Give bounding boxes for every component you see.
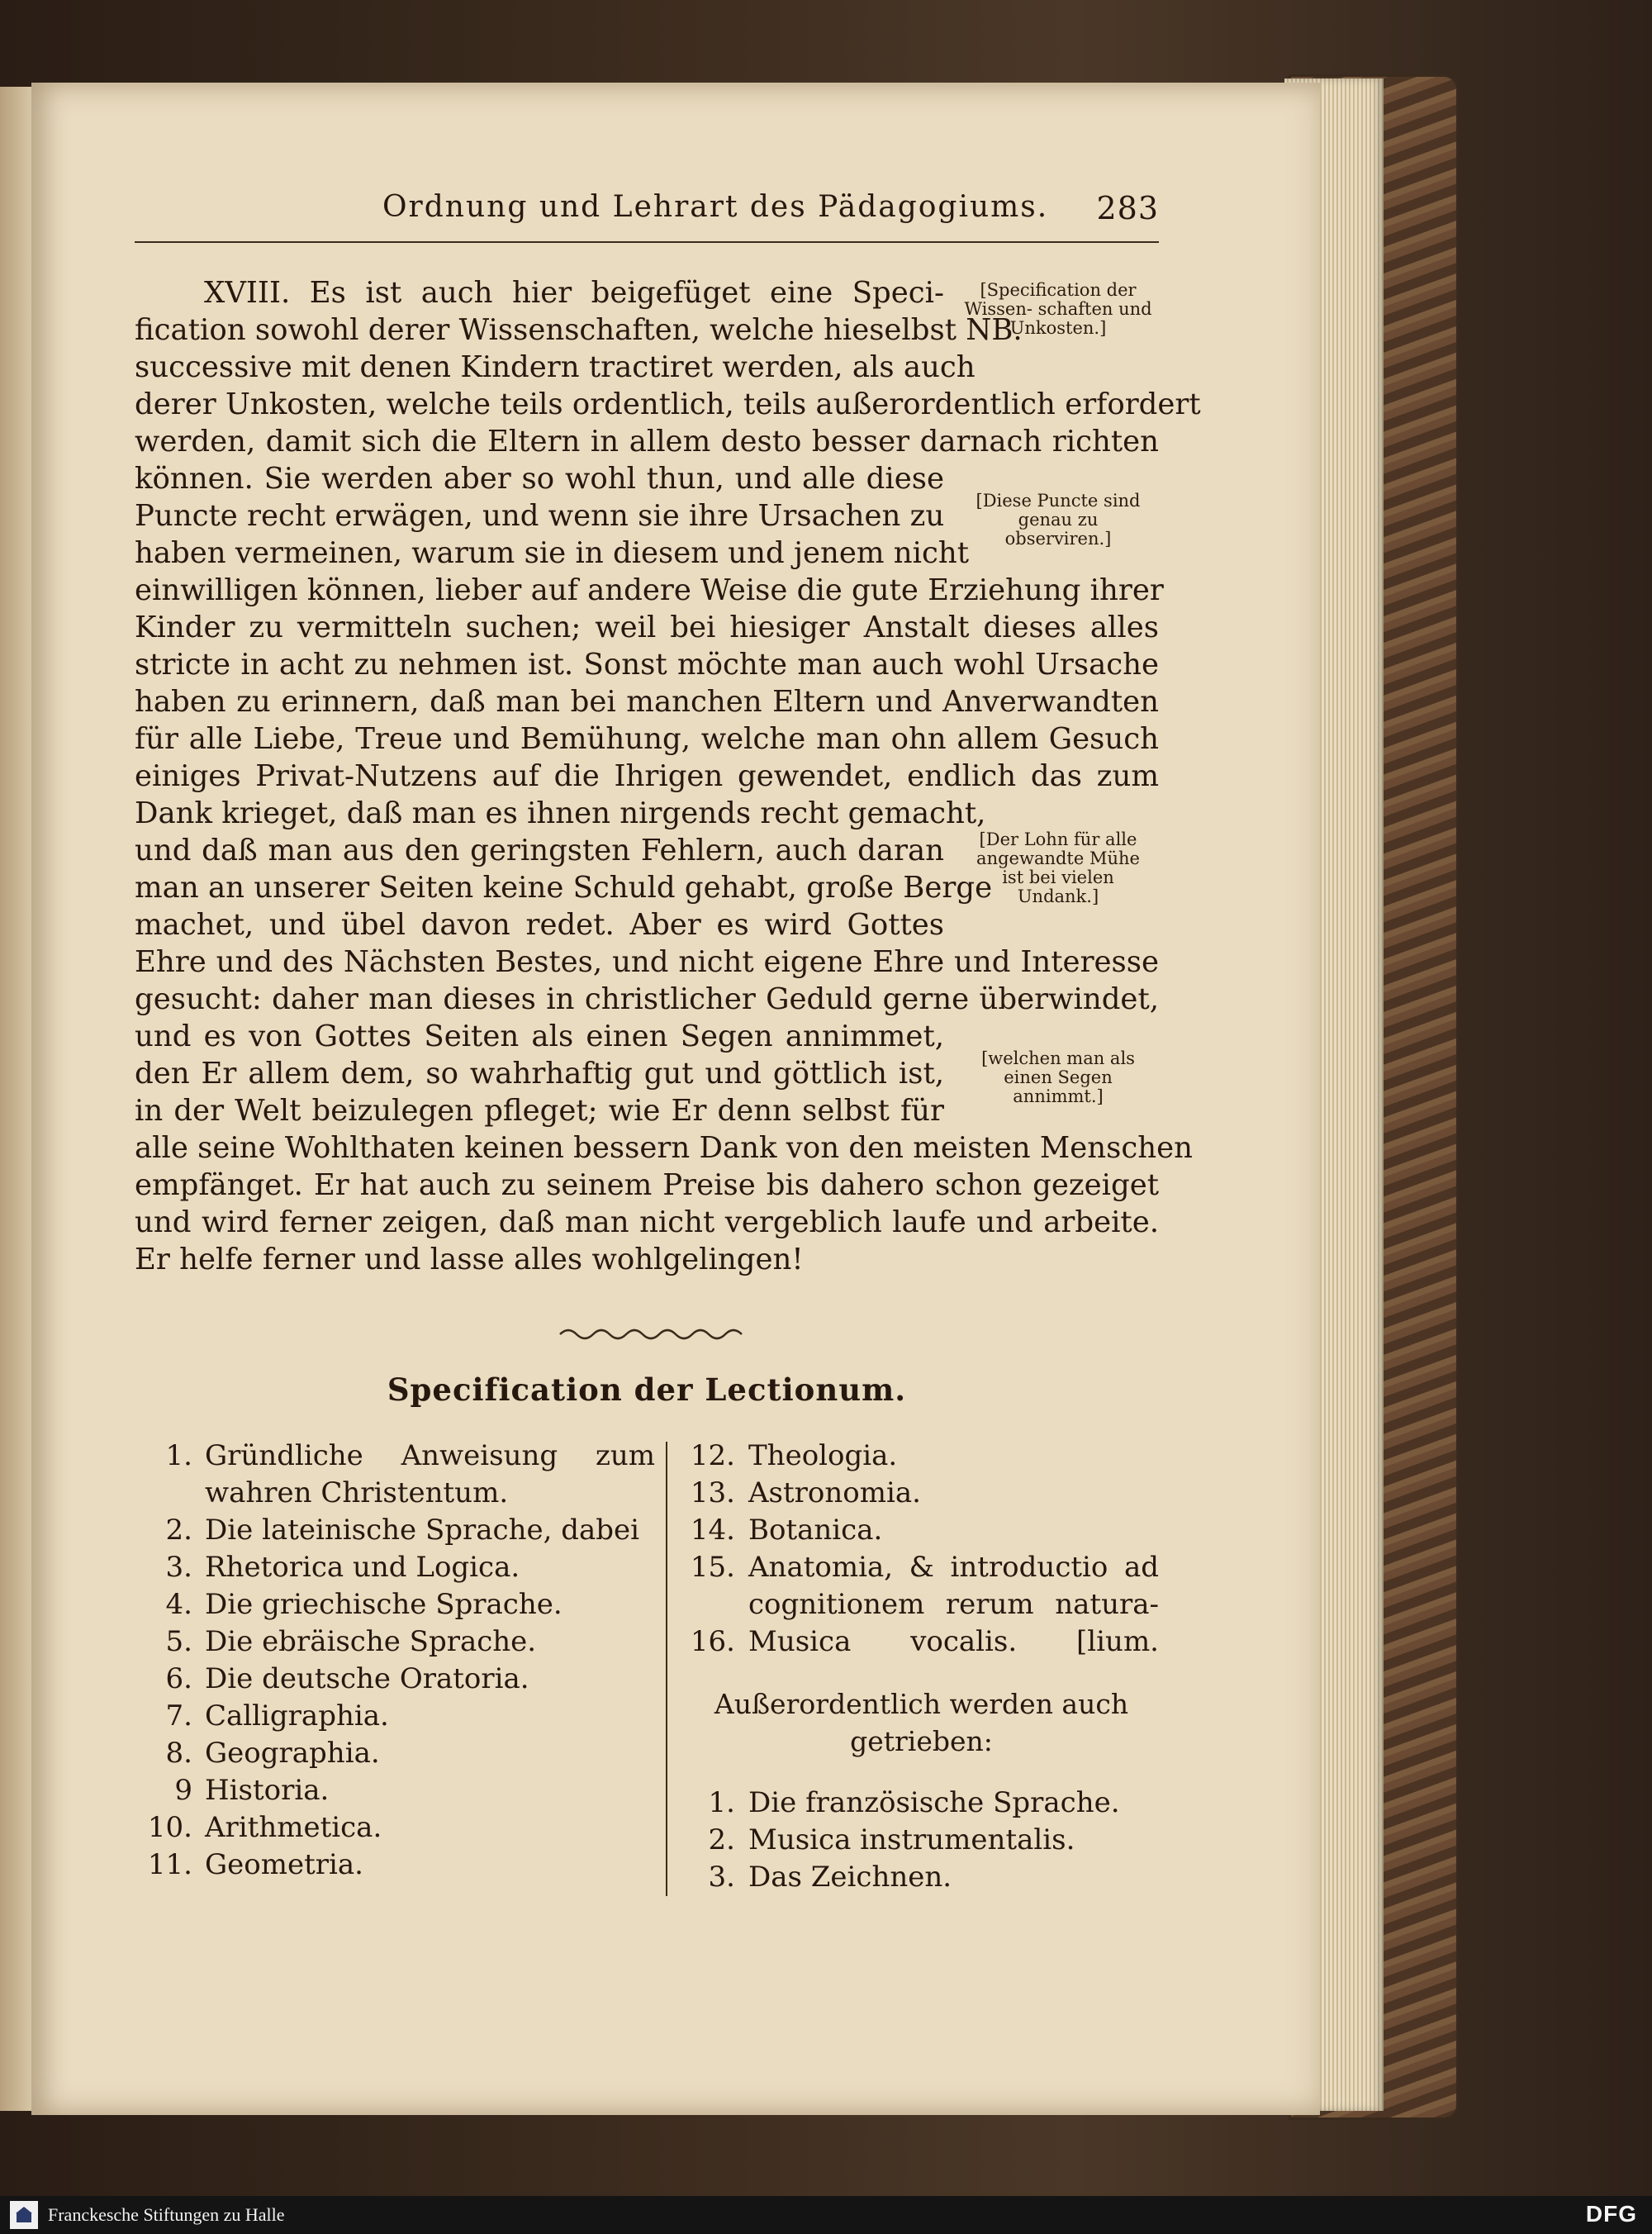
building-icon xyxy=(14,2205,34,2225)
lesson-text: Gründliche Anweisung zum xyxy=(205,1439,655,1472)
institution-logo-icon[interactable] xyxy=(10,2201,38,2229)
lesson-item xyxy=(135,1438,655,1475)
lesson-item xyxy=(135,1586,655,1623)
lesson-item xyxy=(135,1475,655,1512)
body-line: machet, und übel davon redet. Aber es wird Gottes xyxy=(135,908,944,942)
lessons-table xyxy=(135,1438,1159,1900)
body-line: einwilligen können, lieber auf andere Weise die gute Erziehung ihrer xyxy=(135,573,1164,607)
page-content xyxy=(31,83,1320,2115)
lesson-number: 14. xyxy=(690,1514,735,1547)
margin-note: [Der Lohn für alle angewandte Mühe ist bei vielen Undank.] xyxy=(976,829,1140,906)
dfg-logo[interactable]: DFG xyxy=(1585,2201,1637,2227)
body-line: successive mit denen Kindern tractiret werden, als auch xyxy=(135,350,976,384)
body-line: für alle Liebe, Treue und Bemühung, welche man ohn allem Gesuch xyxy=(135,722,1159,756)
body-line: den Er allem dem, so wahrhaftig gut und göttlich ist, xyxy=(135,1057,944,1091)
margin-note: [Specification der Wissen- schaften und Unkosten.] xyxy=(964,280,1152,338)
page-number: 283 xyxy=(1096,190,1159,226)
lesson-text: cognitionem rerum natura- xyxy=(748,1588,1159,1621)
lesson-item xyxy=(684,1475,1159,1512)
lesson-item xyxy=(135,1809,655,1847)
lesson-item xyxy=(135,1735,655,1772)
lesson-number: 3. xyxy=(708,1861,735,1894)
lesson-text: Arithmetica. xyxy=(205,1811,382,1844)
extra-lesson-item xyxy=(684,1822,1159,1859)
lesson-item xyxy=(135,1549,655,1586)
body-text xyxy=(135,274,1201,1278)
lesson-number: 4. xyxy=(165,1588,192,1621)
body-line: man an unserer Seiten keine Schuld gehabt, große Berge xyxy=(135,871,993,905)
body-line: haben zu erinnern, daß man bei manchen Eltern und Anverwandten xyxy=(135,685,1159,719)
lesson-text: Die ebräische Sprache. xyxy=(205,1625,537,1658)
body-line: XVIII. Es ist auch hier beigefüget eine Speci- xyxy=(204,276,944,310)
lesson-item xyxy=(684,1623,1159,1661)
lessons-left-column xyxy=(135,1438,655,1884)
lesson-item xyxy=(135,1698,655,1735)
body-line: Er helfe ferner und lasse alles wohlgelingen! xyxy=(135,1243,804,1276)
lesson-text: Geometria. xyxy=(205,1848,363,1881)
extra-lesson-item xyxy=(684,1785,1159,1822)
lesson-number: 10. xyxy=(147,1811,192,1844)
lesson-number: 16. xyxy=(690,1625,735,1658)
lesson-text: Die lateinische Sprache, dabei xyxy=(205,1514,640,1547)
lesson-text: Rhetorica und Logica. xyxy=(205,1551,520,1584)
column-divider xyxy=(666,1442,667,1896)
lesson-number: 2. xyxy=(165,1514,192,1547)
lesson-number: 11. xyxy=(147,1848,192,1881)
lesson-text: wahren Christentum. xyxy=(205,1476,509,1509)
lesson-text: Calligraphia. xyxy=(205,1699,389,1733)
book-page xyxy=(31,83,1320,2115)
lesson-text: Theologia. xyxy=(748,1439,898,1472)
body-line: Dank krieget, daß man es ihnen nirgends recht gemacht, xyxy=(135,796,986,830)
lesson-text: Die griechische Sprache. xyxy=(205,1588,563,1621)
lesson-number: 13. xyxy=(690,1476,735,1509)
body-line: Ehre und des Nächsten Bestes, und nicht eigene Ehre und Interesse xyxy=(135,945,1159,979)
body-line: Kinder zu vermitteln suchen; weil bei hiesiger Anstalt dieses alles xyxy=(135,611,1159,644)
header-rule xyxy=(135,241,1159,243)
body-line: gesucht: daher man dieses in christlicher Geduld gerne überwindet, xyxy=(135,982,1159,1016)
lesson-text: Musica instrumentalis. xyxy=(748,1823,1075,1856)
lesson-text: Die deutsche Oratoria. xyxy=(205,1662,529,1695)
margin-note: [welchen man als einen Segen annimmt.] xyxy=(981,1048,1135,1106)
lesson-number: 8. xyxy=(165,1737,192,1770)
lesson-item xyxy=(135,1661,655,1698)
lesson-number: 2. xyxy=(708,1823,735,1856)
body-line: empfänget. Er hat auch zu seinem Preise bis dahero schon gezeiget xyxy=(135,1168,1159,1202)
lesson-text: Die französische Sprache. xyxy=(748,1786,1120,1819)
body-line: fication sowohl derer Wissenschaften, welche hieselbst NB. xyxy=(135,313,1023,347)
body-line: und daß man aus den geringsten Fehlern, auch daran xyxy=(135,834,944,867)
running-head xyxy=(135,190,1159,248)
lesson-item xyxy=(135,1623,655,1661)
body-line: haben vermeinen, warum sie in diesem und jenem nicht xyxy=(135,536,970,570)
body-line: derer Unkosten, welche teils ordentlich, teils außerordentlich erfordert xyxy=(135,387,1201,421)
running-title: Ordnung und Lehrart des Pädagogiums. xyxy=(382,190,1049,224)
lesson-number: 5. xyxy=(165,1625,192,1658)
lesson-number: 15. xyxy=(690,1551,735,1584)
lesson-text: Das Zeichnen. xyxy=(748,1861,952,1894)
lesson-text: Astronomia. xyxy=(748,1476,921,1509)
lesson-number: 1. xyxy=(165,1439,192,1472)
lesson-number: 6. xyxy=(165,1662,192,1695)
lesson-number: 7. xyxy=(165,1699,192,1733)
institution-name[interactable]: Franckesche Stiftungen zu Halle xyxy=(48,2204,285,2225)
lesson-item xyxy=(684,1512,1159,1549)
lesson-item xyxy=(135,1772,655,1809)
left-page-edge xyxy=(0,87,35,2111)
lesson-number: 9 xyxy=(174,1774,192,1807)
lesson-number: 12. xyxy=(690,1439,735,1472)
lesson-text: Anatomia, & introductio ad xyxy=(748,1551,1159,1584)
spacer xyxy=(684,1760,1159,1785)
body-line: in der Welt beizulegen pfleget; wie Er denn selbst für xyxy=(135,1094,944,1128)
lesson-text: Musica vocalis. [lium. xyxy=(748,1625,1159,1658)
body-line: und es von Gottes Seiten als einen Segen annimmet, xyxy=(135,1020,944,1053)
extra-lesson-item xyxy=(684,1859,1159,1896)
lessons-right-column xyxy=(684,1438,1159,1896)
extra-heading: Außerordentlich werden auch xyxy=(714,1688,1129,1720)
lesson-text: Geographia. xyxy=(205,1737,380,1770)
body-line: und wird ferner zeigen, daß man nicht vergeblich laufe und arbeite. xyxy=(135,1205,1159,1239)
body-line: alle seine Wohlthaten keinen bessern Dank von den meisten Menschen xyxy=(135,1131,1193,1165)
extra-heading: getrieben: xyxy=(850,1725,993,1757)
lesson-number: 1. xyxy=(708,1786,735,1819)
lesson-item xyxy=(135,1512,655,1549)
body-line: Puncte recht erwägen, und wenn sie ihre Ursachen zu xyxy=(135,499,945,533)
lesson-number: 3. xyxy=(165,1551,192,1584)
body-line: einiges Privat-Nutzens auf die Ihrigen gewendet, endlich das zum xyxy=(135,759,1159,793)
body-line: können. Sie werden aber so wohl thun, und alle diese xyxy=(135,462,944,496)
lesson-text: Historia. xyxy=(205,1774,330,1807)
spacer xyxy=(684,1661,1159,1685)
body-line: werden, damit sich die Eltern in allem desto besser darnach richten xyxy=(135,425,1159,459)
section-title: Specification der Lectionum. xyxy=(387,1371,907,1408)
lesson-text: Botanica. xyxy=(748,1514,883,1547)
body-line: stricte in acht zu nehmen ist. Sonst möchte man auch wohl Ursache xyxy=(135,648,1159,682)
lesson-item xyxy=(135,1847,655,1884)
ornament-divider xyxy=(556,1322,754,1347)
lesson-item xyxy=(684,1549,1159,1586)
margin-note: [Diese Puncte sind genau zu observiren.] xyxy=(976,491,1141,549)
lesson-item xyxy=(684,1586,1159,1623)
lesson-item xyxy=(684,1438,1159,1475)
